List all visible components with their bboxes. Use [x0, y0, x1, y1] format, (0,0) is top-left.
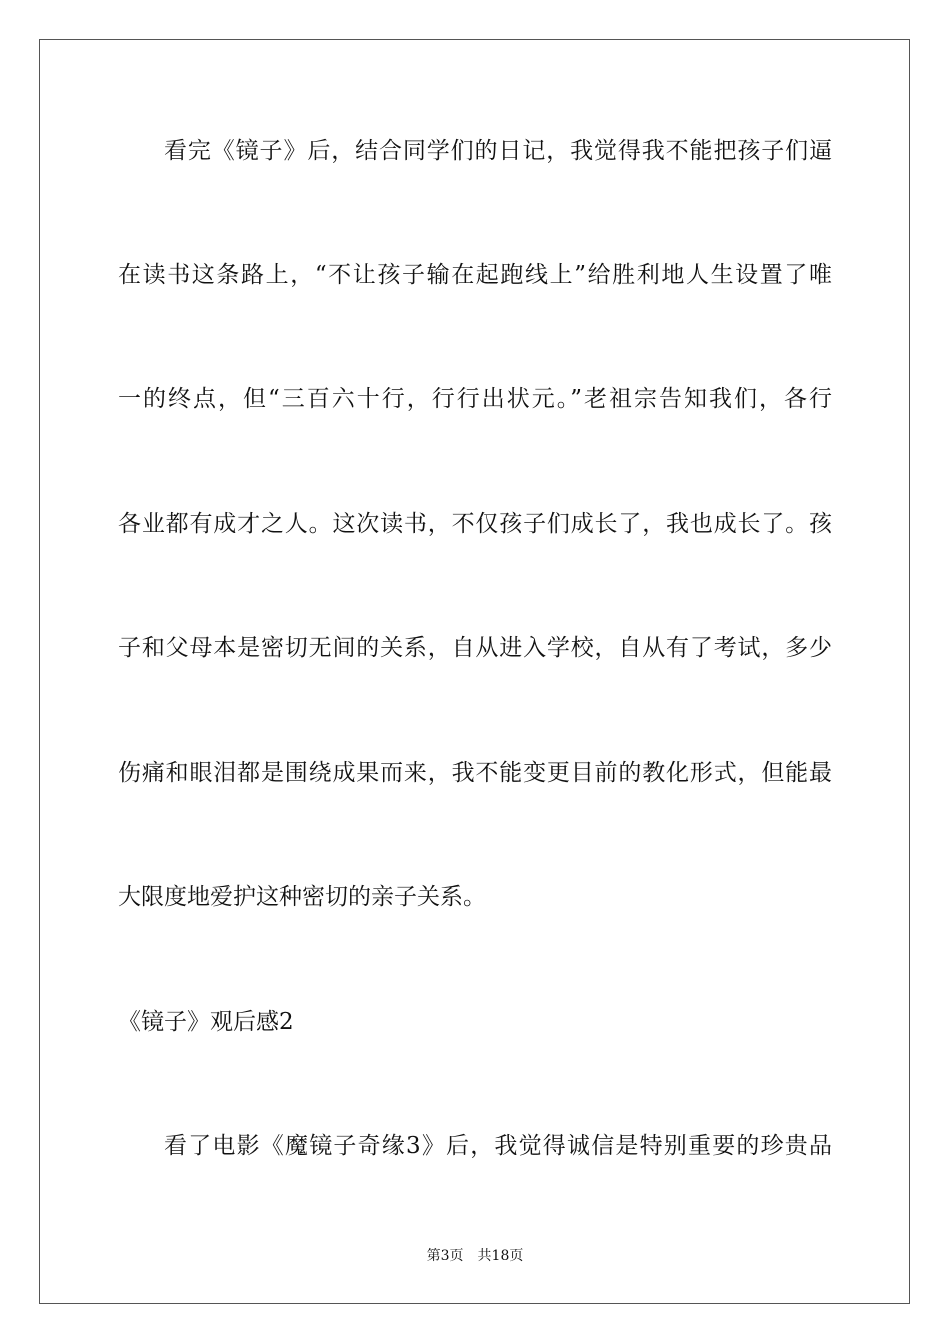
page-border: [39, 39, 910, 1304]
paragraph-line: 看了电影《魔镜子奇缘3》后，我觉得诚信是特别重要的珍贵品: [164, 1133, 832, 1159]
page-footer: [0, 1247, 950, 1265]
paragraph-line: 大限度地爱护这种密切的亲子关系。: [118, 884, 486, 910]
page-number: 第3页: [426, 1248, 464, 1264]
paragraph-line: 在读书这条路上，“不让孩子输在起跑线上”给胜利地人生设置了唯: [118, 262, 832, 288]
paragraph-line: 各业都有成才之人。这次读书，不仅孩子们成长了，我也成长了。孩: [118, 511, 832, 537]
section-heading: 《镜子》观后感2: [118, 1009, 294, 1035]
paragraph-line: 子和父母本是密切无间的关系，自从进入学校，自从有了考试，多少: [118, 635, 832, 661]
paragraph-line: 一的终点，但“三百六十行，行行出状元。”老祖宗告知我们，各行: [118, 386, 832, 412]
page-total: 共18页: [477, 1248, 524, 1264]
paragraph-line: 看完《镜子》后，结合同学们的日记，我觉得我不能把孩子们逼: [164, 138, 832, 164]
paragraph-line: 伤痛和眼泪都是围绕成果而来，我不能变更目前的教化形式，但能最: [118, 760, 832, 786]
